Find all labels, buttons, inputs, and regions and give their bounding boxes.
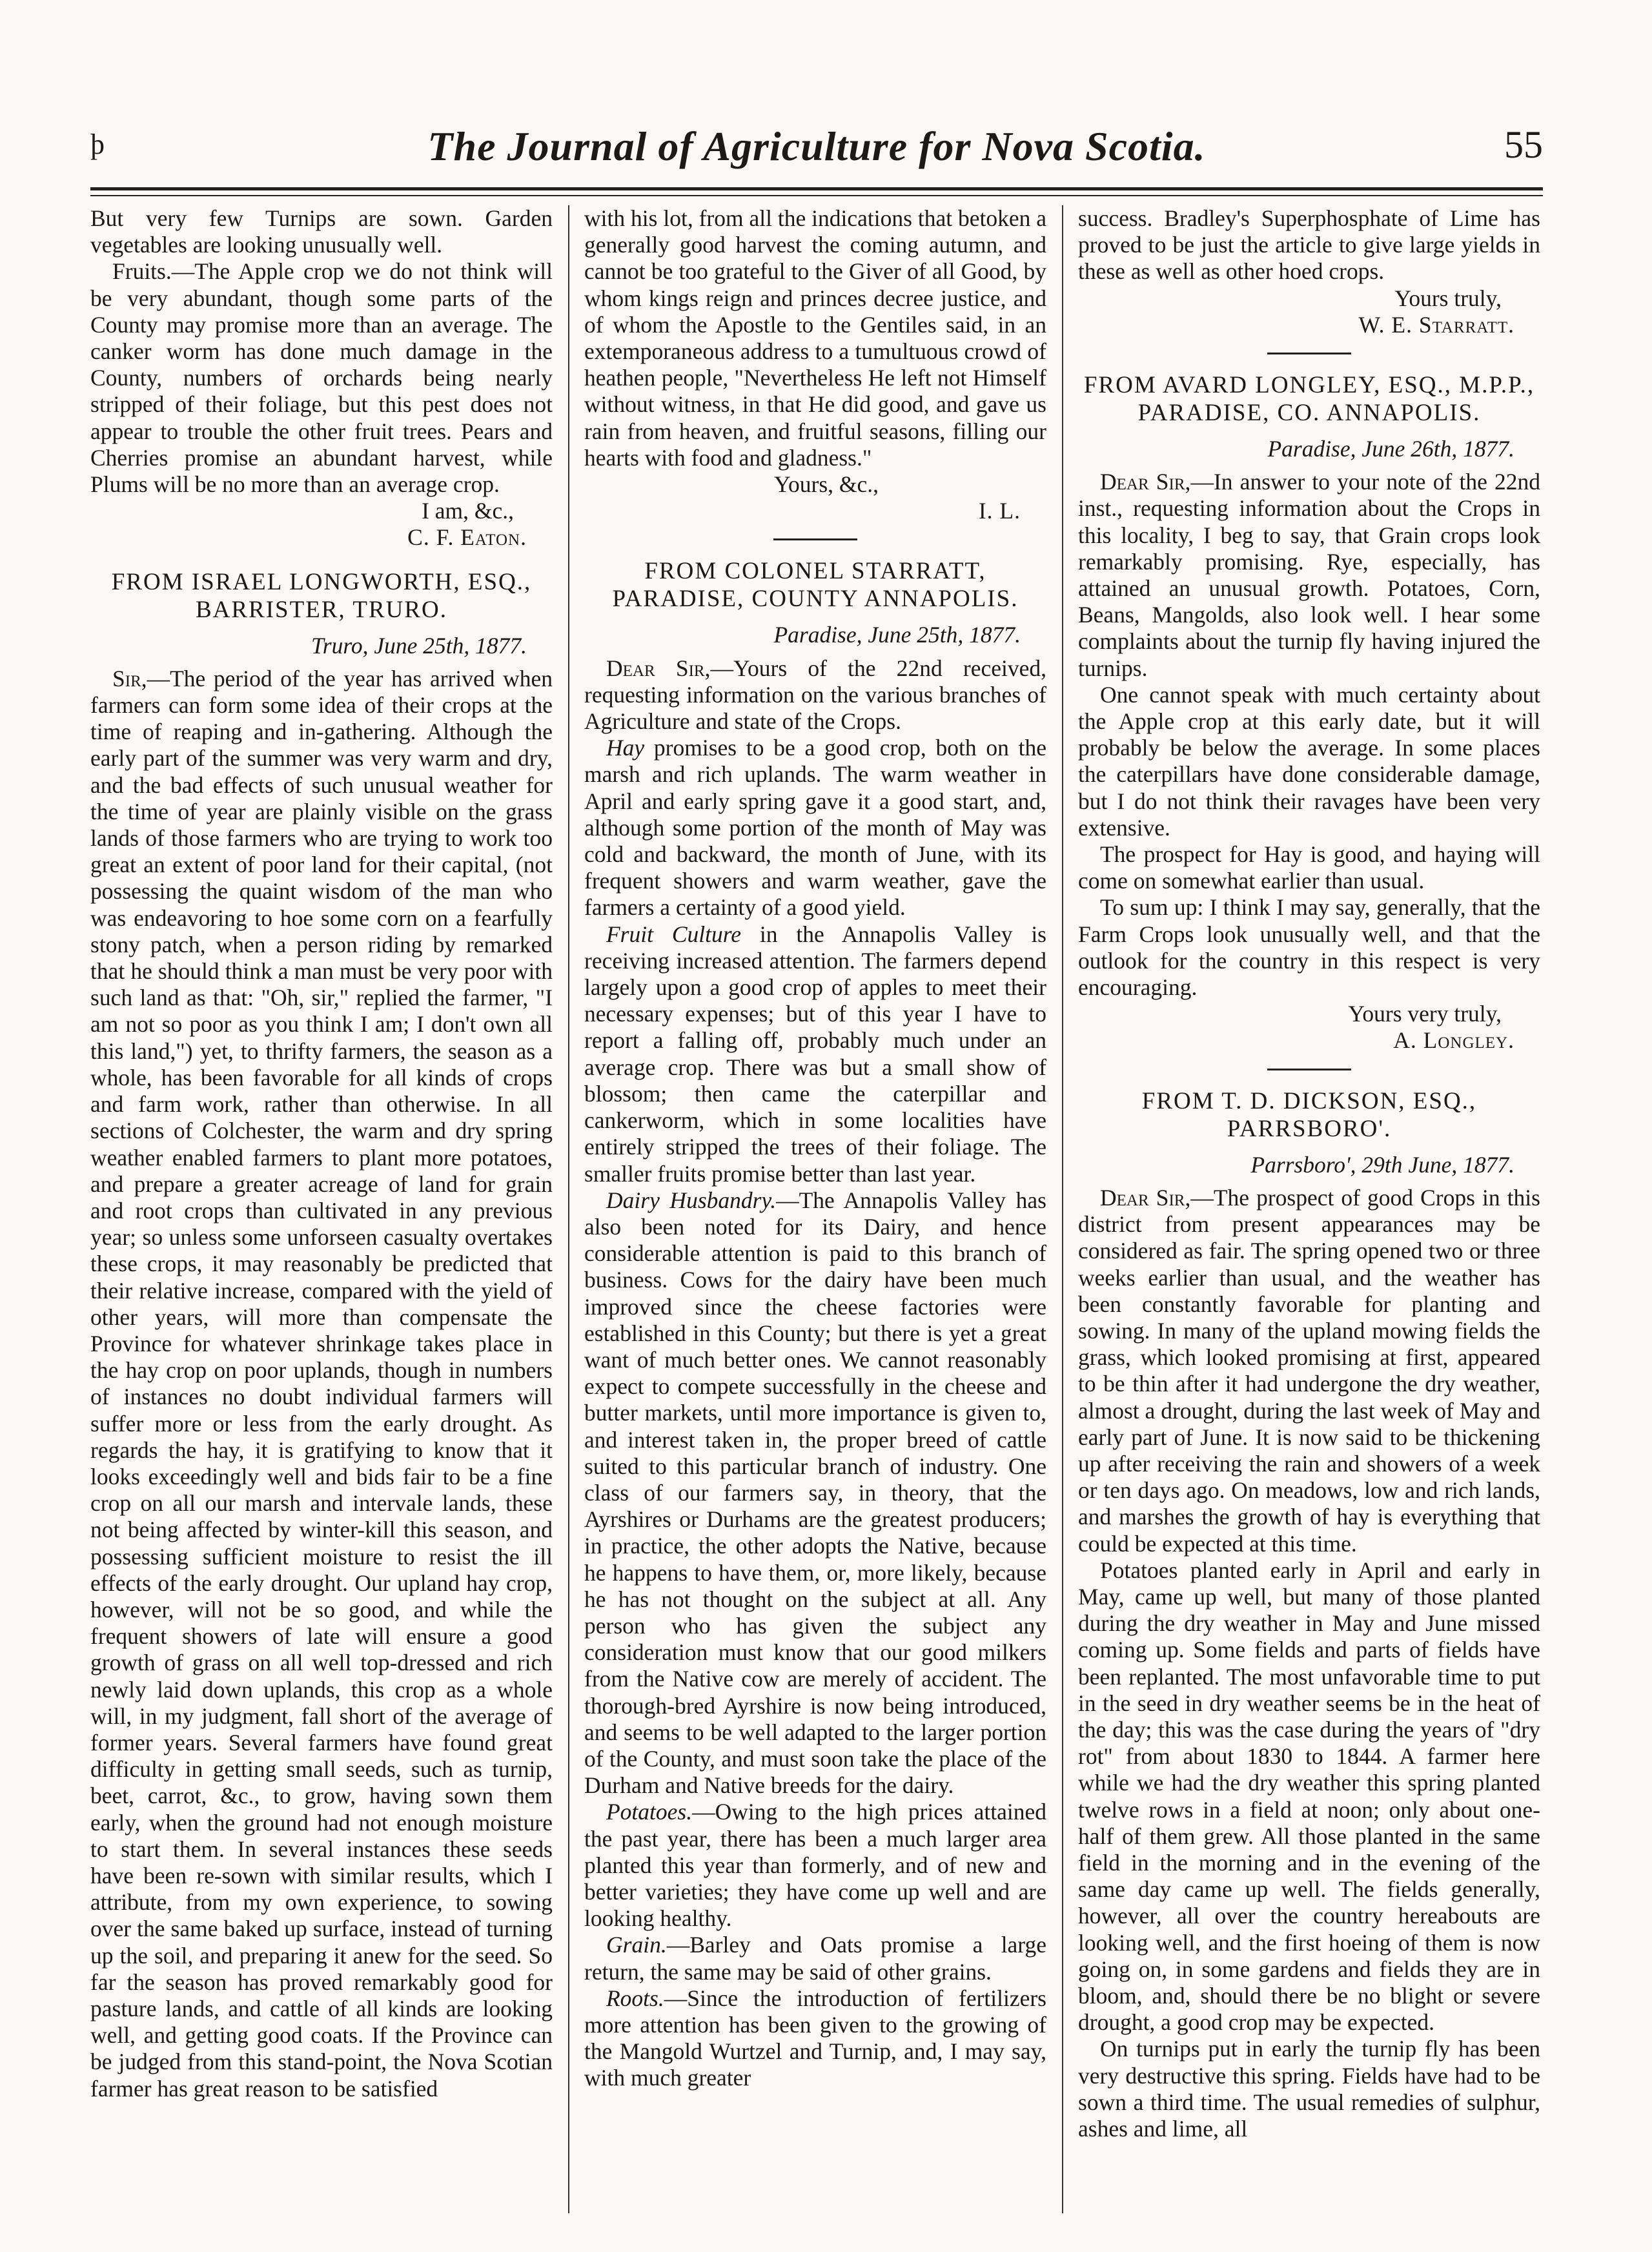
- run-in-heading: Fruit Culture: [606, 921, 741, 947]
- paragraph: —Yours of the 22nd received, requesting information on the various branches of Agriculture and state of the Crops.: [584, 655, 1046, 735]
- run-in-heading: Grain.: [606, 1932, 667, 1958]
- paragraph: —Owing to the high prices attained the past year, there has been a much larger area planted this year than formerly, and of new and better varieties; they have come up well and are looking healthy.: [584, 1799, 1046, 1932]
- run-in-heading: Dairy Husbandry.: [606, 1187, 777, 1213]
- section-separator: [1267, 353, 1351, 354]
- paragraph: —The prospect of good Crops in this district from present appearances may be considered as fair. The spring opened two or three weeks earlier than usual, and the weather has been constantly favorable for planting and sowing. In many of the upland mowing fields the grass, which looked promising at first, appeared to be thin after it had undergone the dry weather, almost a drought, during the last week of May and early part of June. It is now said to be thickening up after receiving the rain and showers of a week or ten days ago. On meadows, low and rich lands, and marshes the growth of hay is everything that could be expected at this time.: [1078, 1184, 1540, 1557]
- letter-heading: FROM T. D. DICKSON, ESQ., PARRSBORO'.: [1141, 1087, 1477, 1142]
- journal-title: The Journal of Agriculture for Nova Scotia.: [427, 123, 1206, 169]
- dateline: Paradise, June 25th, 1877.: [773, 622, 1021, 648]
- salutation: Dear Sir,: [606, 655, 711, 681]
- run-in-heading: Hay: [606, 735, 645, 761]
- paragraph: The prospect for Hay is good, and haying will come on somewhat earlier than usual.: [1078, 841, 1540, 894]
- signature: I. L.: [978, 498, 1021, 524]
- page-header: [90, 123, 1543, 181]
- run-in-heading: Potatoes.: [606, 1799, 693, 1825]
- header-rule-thin: [90, 195, 1543, 196]
- signature: C. F. Eaton.: [407, 524, 527, 551]
- letter-closing: Yours very truly,: [1348, 1001, 1502, 1027]
- letter-closing: Yours, &c.,: [773, 471, 879, 498]
- section-separator: [1267, 1069, 1351, 1070]
- salutation: Dear Sir,: [1100, 469, 1191, 495]
- paragraph: in the Annapolis Valley is receiving increased attention. The farmers depend largely upon a good crop of apples to meet their necessary expenses; but of this year I have to report a falling off, probably much under an average crop. There was but a small show of blossom; then came the caterpillar and cankerworm, which in some localities have entirely stripped the trees of their foliage. The smaller fruits promise better than last year.: [584, 921, 1046, 1187]
- column-2: [584, 205, 1046, 2226]
- letter-closing: Yours truly,: [1394, 285, 1502, 311]
- dateline: Parrsboro', 29th June, 1877.: [1250, 1151, 1514, 1178]
- column-divider-2: [1062, 205, 1063, 2213]
- paragraph: with his lot, from all the indications that betoken a generally good harvest the coming autumn, and cannot be too grateful to the Giver of all Good, by whom kings reign and princes decree justice, and of whom the Apostle to the Gentiles said, in an extemporaneous address to a tumultuous crowd of heathen people, "Nevertheless He left not Himself without witness, in that He did good, and gave us rain from heaven, and fruitful seasons, filling our hearts with food and gladness.": [584, 205, 1046, 471]
- paragraph: success. Bradley's Superphosphate of Lime has proved to be just the article to give large yields in these as well as other hoed crops.: [1078, 205, 1540, 285]
- paragraph: But very few Turnips are sown. Garden vegetables are looking unusually well.: [90, 205, 553, 258]
- paragraph: —Since the introduction of fertilizers more attention has been given to the growing of the Mangold Wurtzel and Turnip, and, I may say, with much greater: [584, 1985, 1046, 2091]
- page-number: 55: [1504, 123, 1543, 166]
- salutation: Sir,: [112, 665, 147, 691]
- paragraph: One cannot speak with much certainty about the Apple crop at this early date, but it will probably be below the average. In some places the caterpillars have done considerable damage, but I do not think their ravages have been very extensive.: [1078, 681, 1540, 841]
- column-1: [90, 205, 553, 2226]
- paragraph: Potatoes planted early in April and early in May, came up well, but many of those planted during the dry weather in May and June missed coming up. Some fields and parts of fields have been replanted. The most unfavorable time to put in the seed in dry weather seems be in the heat of the day; this was the case during the years of "dry rot" from about 1830 to 1844. A farmer here while we had the dry weather this spring planted twelve rows in a field at noon; only about one-half of them grew. All those planted in the same field in the morning and in the evening of the same day came up well. The fields generally, however, all over the country hereabouts are looking well, and the first hoeing of them is now going on, in some gardens and fields they are in bloom, and, should there be no blight or severe drought, a good crop may be expected.: [1078, 1557, 1540, 2036]
- paragraph: Fruits.—The Apple crop we do not think will be very abundant, though some parts of the County may promise more than an average. The canker worm has done much damage in the County, numbers of orchards being nearly stripped of their foliage, but this pest does not appear to trouble the other fruit trees. Pears and Cherries promise an abundant harvest, while Plums will be no more than an average crop.: [90, 258, 553, 498]
- paragraph: —In answer to your note of the 22nd inst., requesting information about the Crops in this locality, I beg to say, that Grain crops look remarkably promising. Rye, especially, has attained an unusual growth. Potatoes, Corn, Beans, Mangolds, also look well. I hear some complaints about the turnip fly having injured the turnips.: [1078, 469, 1540, 681]
- dateline: Paradise, June 26th, 1877.: [1267, 436, 1514, 462]
- signature: A. Longley.: [1393, 1027, 1514, 1054]
- header-rule-thick: [90, 187, 1543, 190]
- paragraph: —The period of the year has arrived when farmers can form some idea of their crops at the time of reaping and in-gathering. Although the early part of the summer was very warm and dry, and the bad effects of such unusual weather for the time of year are plainly visible on the grass lands of those farmers who are trying to work too great an extent of poor land for their capital, (not possessing the quaint wisdom of the man who was endeavoring to hoe some corn on a fearfully stony patch, when a person riding by remarked that he should think a man must be very poor with such land as that: "Oh, sir," replied the farmer, "I am not so poor as you think I am; I don't own all this land,") yet, to thrifty farmers, the season as a whole, has been favorable for all kinds of crops and farm work, rather than otherwise. In all sections of Colchester, the warm and dry spring weather enabled farmers to plant more potatoes, and prepare a greater acreage of land for grain and root crops than cultivated in any previous year; so unless some unforseen casualty overtakes these crops, it may reasonably be predicted that their relative increase, compared with the yield of other years, will more than compensate the Province for whatever shrinkage takes place in the hay crop on poor uplands, though in numbers of instances no doubt individual farmers will suffer more or less from the early drought. As regards the hay, it is gratifying to know that it looks exceedingly well and bids fair to be a fine crop on all our marsh and intervale lands, these not being affected by winter-kill this season, and possessing sufficient moisture to resist the ill effects of the early drought. Our upland hay crop, however, will not be so good, and while the frequent showers of late will ensure a good growth of grass on all well top-dressed and rich newly laid down uplands, this crop as a whole will, in my judgment, fall short of the average of former years. Several farmers have found great difficulty in getting small seeds, such as turnip, beet, carrot, &c., to grow, having sown them early, when the ground had not enough moisture to start them. In several instances these seeds have been re-sown with similar results, which I attribute, from my own experience, to sowing over the same baked up surface, instead of turning up the soil, and preparing it anew for the seed. So far the season has proved remarkably good for pasture lands, and cattle of all kinds are looking well, and getting good coats. If the Province can be judged from this stand-point, the Nova Scotian farmer has great reason to be satisfied: [90, 665, 553, 2102]
- section-separator: [773, 538, 857, 540]
- dateline: Truro, June 25th, 1877.: [311, 632, 527, 659]
- paragraph: To sum up: I think I may say, generally, that the Farm Crops look unusually well, and that the outlook for the country in this respect is very encouraging.: [1078, 894, 1540, 1001]
- letter-heading: FROM AVARD LONGLEY, ESQ., M.P.P., PARADISE, CO. ANNAPOLIS.: [1083, 372, 1535, 427]
- letter-closing: I am, &c.,: [422, 498, 514, 524]
- paragraph: —The Annapolis Valley has also been noted for its Dairy, and hence considerable attention is paid to this branch of business. Cows for the dairy have been much improved since the cheese factories were established in this County; but there is yet a great want of much better ones. We cannot reasonably expect to compete successfully in the cheese and butter markets, until more importance is given to, and interest taken in, the proper breed of cattle suited to this particular branch of industry. One class of our farmers say, in theory, that the Ayrshires or Durhams are the greatest producers; in practice, the other adopts the Native, because he happens to have them, or, more likely, because he has not thought on the subject at all. Any person who has given the subject any consideration must know that our good milkers from the Native cow are merely of accident. The thorough-bred Ayrshire is now being introduced, and seems to be well adapted to the larger portion of the County, and must soon take the place of the Durham and Native breeds for the dairy.: [584, 1187, 1046, 1799]
- letter-heading: FROM COLONEL STARRATT, PARADISE, COUNTY ANNAPOLIS.: [612, 558, 1019, 613]
- salutation: Dear Sir,: [1100, 1184, 1191, 1211]
- paragraph: —Barley and Oats promise a large return, the same may be said of other grains.: [584, 1932, 1046, 1985]
- signature: W. E. Starratt.: [1358, 311, 1514, 338]
- run-in-heading: Roots.: [606, 1985, 664, 2011]
- margin-mark: þ: [90, 128, 105, 160]
- paragraph: promises to be a good crop, both on the marsh and rich uplands. The warm weather in April and early spring gave it a good start, and, although some portion of the month of May was cold and backward, the month of June, with its frequent showers and warm weather, gave the farmers a certainty of a good yield.: [584, 735, 1046, 921]
- letter-heading: FROM ISRAEL LONGWORTH, ESQ., BARRISTER, TRURO.: [111, 568, 532, 623]
- column-divider-1: [568, 205, 569, 2213]
- paragraph: On turnips put in early the turnip fly has been very destructive this spring. Fields have had to be sown a third time. The usual remedies of sulphur, ashes and lime, all: [1078, 2036, 1540, 2142]
- column-3: [1078, 205, 1540, 2226]
